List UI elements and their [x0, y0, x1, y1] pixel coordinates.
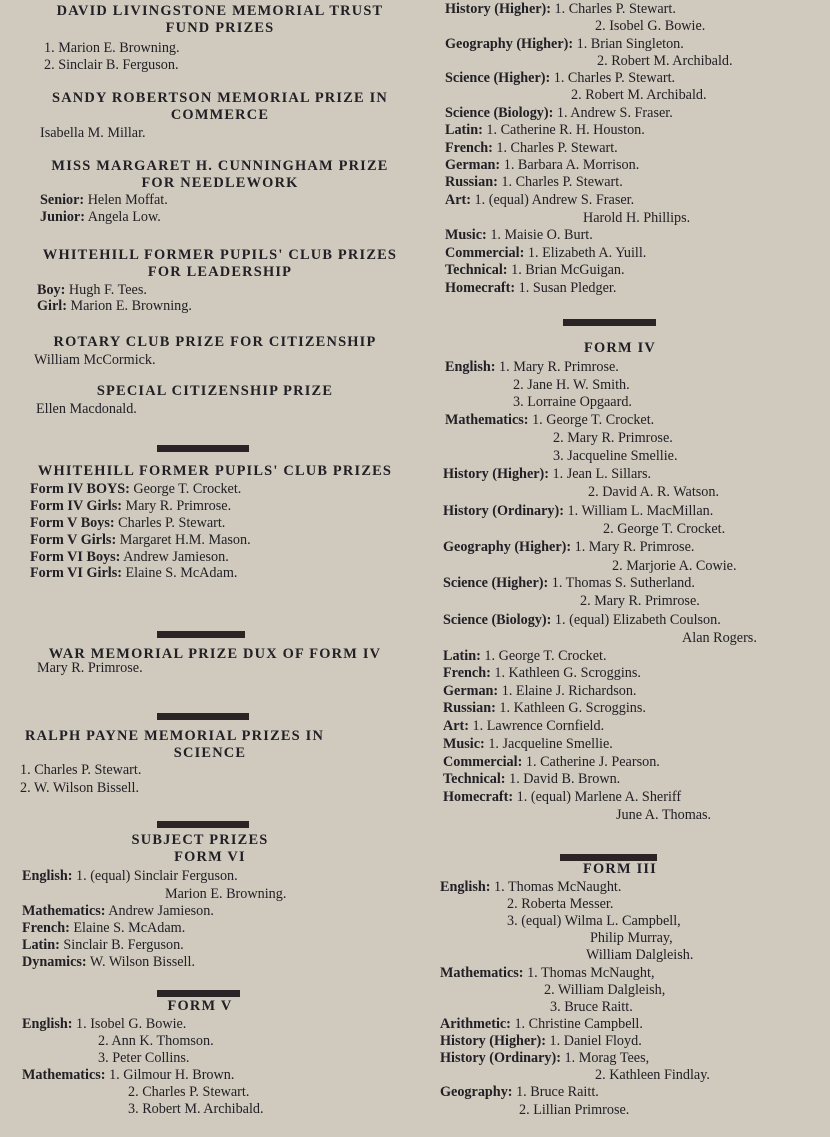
section-heading — [0, 832, 400, 849]
prize-entry — [30, 515, 225, 532]
prize-entry — [445, 1, 676, 18]
subject-label: English: — [22, 868, 73, 884]
subject-label: Geography: — [440, 1084, 513, 1100]
entry-text: Sinclair B. Ferguson. — [59, 937, 184, 953]
section-heading — [430, 861, 810, 878]
heading-text: FUND PRIZES — [165, 20, 275, 36]
prize-entry — [580, 593, 700, 610]
prize-entry — [443, 683, 636, 700]
entry-text: 1. David B. Brown. — [505, 771, 621, 787]
subject-label: Homecraft: — [443, 789, 514, 805]
subject-label: German: — [445, 157, 501, 173]
prize-entry — [586, 947, 693, 964]
subject-label: Form IV Girls: — [30, 498, 122, 514]
subject-label: French: — [22, 920, 70, 936]
prize-entry — [440, 1084, 599, 1101]
entry-text: Harold H. Phillips. — [583, 210, 691, 226]
heading-text: SANDY ROBERTSON MEMORIAL PRIZE IN — [51, 90, 388, 106]
entry-text: 1. Daniel Floyd. — [545, 1033, 642, 1049]
entry-text: George T. Crocket. — [129, 481, 242, 497]
prize-entry — [616, 807, 711, 824]
entry-text: 1. Jacqueline Smellie. — [484, 736, 613, 752]
entry-text: 2. Isobel G. Bowie. — [595, 18, 706, 34]
heading-text: SUBJECT PRIZES — [131, 832, 269, 848]
prize-entry — [443, 575, 695, 592]
section-heading — [0, 383, 430, 400]
subject-label: Commercial: — [445, 245, 525, 261]
heading-text: SPECIAL CITIZENSHIP PRIZE — [96, 383, 334, 399]
subject-label: Latin: — [445, 122, 483, 138]
prize-entry — [595, 1067, 710, 1084]
prize-entry — [443, 503, 713, 520]
heading-text: FORM VI — [174, 849, 246, 865]
subject-label: History (Ordinary): — [440, 1050, 561, 1066]
prize-entry — [440, 1033, 642, 1050]
entry-text: 3. Bruce Raitt. — [550, 999, 633, 1015]
prize-entry — [22, 920, 185, 937]
prize-entry — [445, 140, 618, 157]
section-divider — [157, 445, 249, 452]
prize-entry — [22, 903, 214, 920]
entry-text: 2. W. Wilson Bissell. — [20, 780, 139, 796]
prize-entry — [571, 87, 707, 104]
entry-text: 1. (equal) Sinclair Ferguson. — [72, 868, 238, 884]
subject-label: Latin: — [22, 937, 60, 953]
prize-entry — [30, 498, 231, 515]
subject-label: Boy: — [37, 282, 66, 298]
prize-entry — [513, 377, 630, 394]
prize-entry — [37, 660, 143, 677]
subject-label: Homecraft: — [445, 280, 516, 296]
prize-entry — [445, 359, 619, 376]
entry-text: 1. Catherine R. H. Houston. — [482, 122, 645, 138]
subject-label: Senior: — [40, 192, 85, 208]
subject-label: Music: — [443, 736, 485, 752]
prize-entry — [445, 122, 645, 139]
entry-text: 2. William Dalgleish, — [544, 982, 666, 998]
entry-text: Angela Low. — [84, 209, 161, 225]
entry-text: 1. Barbara A. Morrison. — [500, 157, 640, 173]
subject-label: Dynamics: — [22, 954, 87, 970]
heading-text: RALPH PAYNE MEMORIAL PRIZES IN — [25, 728, 325, 744]
prize-entry — [445, 36, 684, 53]
entry-text: 1. Maisie O. Burt. — [486, 227, 593, 243]
subject-label: History (Higher): — [443, 466, 549, 482]
prize-entry — [445, 227, 593, 244]
prize-entry — [443, 700, 646, 717]
section-heading — [0, 90, 440, 107]
section-divider — [157, 713, 249, 720]
subject-label: Form VI Boys: — [30, 549, 121, 565]
prize-entry — [128, 1101, 264, 1118]
entry-text: 1. Charles P. Stewart. — [550, 70, 676, 86]
entry-text: 2. Robert M. Archibald. — [597, 53, 733, 69]
section-heading — [25, 728, 324, 745]
prize-entry — [37, 282, 147, 299]
subject-label: Russian: — [443, 700, 496, 716]
prize-entry — [445, 105, 673, 122]
section-heading — [0, 334, 430, 351]
entry-text: 1. (equal) Marlene A. Sheriff — [513, 789, 682, 805]
subject-label: History (Ordinary): — [443, 503, 564, 519]
section-heading — [0, 3, 440, 20]
prize-entry — [443, 718, 604, 735]
subject-label: Geography (Higher): — [443, 539, 572, 555]
subject-label: English: — [445, 359, 496, 375]
heading-text: MISS MARGARET H. CUNNINGHAM PRIZE — [51, 158, 389, 174]
prize-entry — [22, 937, 184, 954]
subject-label: Girl: — [37, 298, 67, 314]
section-divider — [157, 821, 249, 828]
entry-text: 1. Elizabeth A. Yuill. — [524, 245, 647, 261]
entry-text: 1. Mary R. Primrose. — [571, 539, 695, 555]
entry-text: 2. Roberta Messer. — [507, 896, 614, 912]
entry-text: Mary R. Primrose. — [121, 498, 232, 514]
section-divider — [563, 319, 656, 326]
subject-label: Latin: — [443, 648, 481, 664]
prize-entry — [30, 549, 229, 566]
prize-entry — [544, 982, 665, 999]
prize-entry — [612, 558, 737, 575]
subject-label: Arithmetic: — [440, 1016, 511, 1032]
entry-text: Margaret H.M. Mason. — [116, 532, 251, 548]
entry-text: 2. Robert M. Archibald. — [571, 87, 707, 103]
prize-entry — [30, 532, 251, 549]
subject-label: Form VI Girls: — [30, 565, 122, 581]
entry-text: 1. Charles P. Stewart. — [492, 140, 618, 156]
entry-text: 3. Robert M. Archibald. — [128, 1101, 264, 1117]
prize-entry — [443, 771, 620, 788]
subject-label: Form V Girls: — [30, 532, 117, 548]
entry-text: 3. Peter Collins. — [98, 1050, 190, 1066]
subject-label: Science (Biology): — [445, 105, 554, 121]
heading-text: FORM IV — [584, 340, 656, 356]
prize-entry — [445, 174, 623, 191]
entry-text: 1. William L. MacMillan. — [563, 503, 714, 519]
prize-entry — [22, 1067, 234, 1084]
entry-text: 1. Lawrence Cornfield. — [469, 718, 605, 734]
entry-text: 2. Marjorie A. Cowie. — [612, 558, 737, 574]
subject-label: English: — [440, 879, 491, 895]
entry-text: 2. Jane H. W. Smith. — [513, 377, 630, 393]
subject-label: Technical: — [445, 262, 508, 278]
prize-entry — [443, 789, 681, 806]
prize-entry — [445, 412, 654, 429]
entry-text: W. Wilson Bissell. — [86, 954, 195, 970]
subject-label: Mathematics: — [445, 412, 529, 428]
subject-label: French: — [445, 140, 493, 156]
entry-text: 1. Bruce Raitt. — [512, 1084, 599, 1100]
entry-text: 1. Thomas McNaught, — [523, 965, 655, 981]
prize-entry — [597, 53, 733, 70]
prize-entry — [44, 40, 180, 57]
prize-entry — [440, 1050, 649, 1067]
section-heading — [0, 998, 400, 1015]
entry-text: 1. Charles P. Stewart. — [20, 762, 142, 778]
entry-text: Alan Rogers. — [682, 630, 757, 646]
entry-text: 1. Catherine J. Pearson. — [522, 754, 660, 770]
section-heading — [0, 264, 440, 281]
entry-text: 1. Christine Campbell. — [510, 1016, 643, 1032]
prize-entry — [445, 245, 646, 262]
subject-label: Art: — [445, 192, 471, 208]
subject-label: Form IV BOYS: — [30, 481, 130, 497]
prize-entry — [583, 210, 690, 227]
entry-text: Hugh F. Tees. — [65, 282, 147, 298]
entry-text: 3. (equal) Wilma L. Campbell, — [507, 913, 681, 929]
subject-label: Russian: — [445, 174, 498, 190]
prize-entry — [590, 930, 673, 947]
section-heading — [430, 340, 810, 357]
entry-text: 1. Morag Tees, — [560, 1050, 650, 1066]
entry-text: 1. Kathleen G. Scroggins. — [495, 700, 646, 716]
entry-text: 2. George T. Crocket. — [603, 521, 726, 537]
subject-label: Science (Higher): — [443, 575, 549, 591]
subject-label: History (Higher): — [445, 1, 551, 17]
entry-text: 1. George T. Crocket. — [480, 648, 607, 664]
entry-text: 2. Mary R. Primrose. — [553, 430, 673, 446]
prize-entry — [440, 1016, 643, 1033]
prize-entry — [445, 192, 634, 209]
section-heading — [0, 107, 440, 124]
entry-text: 1. George T. Crocket. — [528, 412, 655, 428]
prize-entry — [550, 999, 633, 1016]
prize-entry — [30, 481, 241, 498]
prize-entry — [513, 394, 632, 411]
entry-text: Andrew Jamieson. — [105, 903, 214, 919]
prize-entry — [440, 879, 621, 896]
prize-entry — [40, 125, 146, 142]
subject-label: Geography (Higher): — [445, 36, 574, 52]
heading-text: COMMERCE — [170, 107, 270, 123]
heading-text: ROTARY CLUB PRIZE FOR CITIZENSHIP — [53, 334, 377, 350]
entry-text: 2. Sinclair B. Ferguson. — [44, 57, 179, 73]
prize-entry — [507, 913, 681, 930]
subject-label: Science (Biology): — [443, 612, 552, 628]
heading-text: FORM V — [167, 998, 233, 1014]
heading-text: WAR MEMORIAL PRIZE DUX OF FORM IV — [48, 646, 382, 662]
prize-entry — [445, 262, 625, 279]
prize-entry — [588, 484, 719, 501]
entry-text: 1. Brian McGuigan. — [507, 262, 625, 278]
subject-label: Technical: — [443, 771, 506, 787]
entry-text: 1. Brian Singleton. — [573, 36, 684, 52]
section-divider — [560, 854, 657, 861]
prize-entry — [443, 736, 613, 753]
section-heading — [0, 463, 430, 480]
entry-text: Philip Murray, — [590, 930, 673, 946]
entry-text: Charles P. Stewart. — [114, 515, 226, 531]
entry-text: Marion E. Browning. — [165, 886, 287, 902]
prize-entry — [443, 466, 651, 483]
entry-text: 1. Jean L. Sillars. — [548, 466, 652, 482]
prize-entry — [445, 157, 639, 174]
prize-entry — [44, 57, 179, 74]
prize-entry — [445, 70, 675, 87]
subject-label: History (Higher): — [440, 1033, 546, 1049]
heading-text: FORM III — [583, 861, 657, 877]
subject-label: German: — [443, 683, 499, 699]
subject-label: Science (Higher): — [445, 70, 551, 86]
entry-text: 1. Kathleen G. Scroggins. — [490, 665, 641, 681]
subject-label: Music: — [445, 227, 487, 243]
prize-entry — [22, 1016, 186, 1033]
entry-text: 1. Thomas S. Sutherland. — [548, 575, 695, 591]
prize-entry — [128, 1084, 249, 1101]
entry-text: William Dalgleish. — [586, 947, 694, 963]
prize-entry — [445, 280, 616, 297]
prize-entry — [165, 886, 286, 903]
prize-entry — [443, 665, 641, 682]
subject-label: Commercial: — [443, 754, 523, 770]
heading-text: WHITEHILL FORMER PUPILS' CLUB PRIZES — [42, 247, 398, 263]
heading-text: SCIENCE — [173, 745, 247, 761]
prize-entry — [36, 401, 137, 418]
heading-text: DAVID LIVINGSTONE MEMORIAL TRUST — [56, 3, 384, 19]
prize-entry — [682, 630, 757, 647]
entry-text: 1. (equal) Andrew S. Fraser. — [471, 192, 635, 208]
prize-entry — [595, 18, 705, 35]
subject-label: French: — [443, 665, 491, 681]
prize-entry — [40, 192, 168, 209]
prize-entry — [30, 565, 237, 582]
prize-entry — [22, 954, 195, 971]
entry-text: Elaine S. McAdam. — [69, 920, 186, 936]
entry-text: 2. Kathleen Findlay. — [595, 1067, 710, 1083]
entry-text: 1. Charles P. Stewart. — [497, 174, 623, 190]
prize-entry — [443, 612, 721, 629]
prize-entry — [443, 754, 660, 771]
section-divider — [157, 990, 240, 997]
subject-label: Mathematics: — [22, 903, 106, 919]
prize-entry — [440, 965, 655, 982]
section-heading — [0, 20, 440, 37]
prize-entry — [553, 430, 673, 447]
prize-entry — [603, 521, 725, 538]
entry-text: 1. Marion E. Browning. — [44, 40, 180, 56]
entry-text: 1. Mary R. Primrose. — [495, 359, 619, 375]
prize-entry — [20, 780, 139, 797]
section-heading — [0, 745, 420, 762]
entry-text: Elaine S. McAdam. — [121, 565, 238, 581]
prize-entry — [40, 209, 161, 226]
heading-text: FOR NEEDLEWORK — [141, 175, 299, 191]
heading-text: WHITEHILL FORMER PUPILS' CLUB PRIZES — [37, 463, 393, 479]
prize-entry — [443, 539, 694, 556]
entry-text: Ellen Macdonald. — [36, 401, 137, 417]
entry-text: 3. Jacqueline Smellie. — [553, 448, 678, 464]
entry-text: 1. Elaine J. Richardson. — [498, 683, 637, 699]
subject-label: Junior: — [40, 209, 85, 225]
subject-label: Mathematics: — [440, 965, 524, 981]
section-divider — [157, 631, 245, 638]
entry-text: 2. Lillian Primrose. — [519, 1102, 630, 1118]
section-heading — [0, 175, 440, 192]
prize-entry — [98, 1050, 189, 1067]
section-heading — [0, 158, 440, 175]
section-heading — [0, 247, 440, 264]
entry-text: 1. Andrew S. Fraser. — [553, 105, 673, 121]
prize-entry — [37, 298, 192, 315]
section-heading — [0, 849, 420, 866]
prize-entry — [507, 896, 613, 913]
entry-text: William McCormick. — [34, 352, 156, 368]
entry-text: 1. Charles P. Stewart. — [550, 1, 676, 17]
subject-label: Form V Boys: — [30, 515, 115, 531]
entry-text: 2. Ann K. Thomson. — [98, 1033, 214, 1049]
entry-text: June A. Thomas. — [616, 807, 712, 823]
entry-text: Helen Moffat. — [84, 192, 168, 208]
prize-entry — [20, 762, 141, 779]
entry-text: Andrew Jamieson. — [120, 549, 229, 565]
entry-text: 2. Charles P. Stewart. — [128, 1084, 250, 1100]
prize-entry — [22, 868, 238, 885]
prize-entry — [34, 352, 156, 369]
prize-entry — [98, 1033, 214, 1050]
entry-text: 1. Gilmour H. Brown. — [105, 1067, 235, 1083]
heading-text: FOR LEADERSHIP — [147, 264, 293, 280]
entry-text: Mary R. Primrose. — [37, 660, 143, 676]
entry-text: 1. (equal) Elizabeth Coulson. — [551, 612, 721, 628]
subject-label: English: — [22, 1016, 73, 1032]
entry-text: 1. Isobel G. Bowie. — [72, 1016, 187, 1032]
entry-text: Isabella M. Millar. — [40, 125, 146, 141]
entry-text: 3. Lorraine Opgaard. — [513, 394, 632, 410]
subject-label: Art: — [443, 718, 469, 734]
entry-text: 1. Thomas McNaught. — [490, 879, 622, 895]
prize-entry — [443, 648, 607, 665]
entry-text: 1. Susan Pledger. — [515, 280, 617, 296]
entry-text: 2. Mary R. Primrose. — [580, 593, 700, 609]
entry-text: 2. David A. R. Watson. — [588, 484, 720, 500]
prize-entry — [553, 448, 678, 465]
entry-text: Marion E. Browning. — [66, 298, 192, 314]
prize-entry — [519, 1102, 629, 1119]
subject-label: Mathematics: — [22, 1067, 106, 1083]
